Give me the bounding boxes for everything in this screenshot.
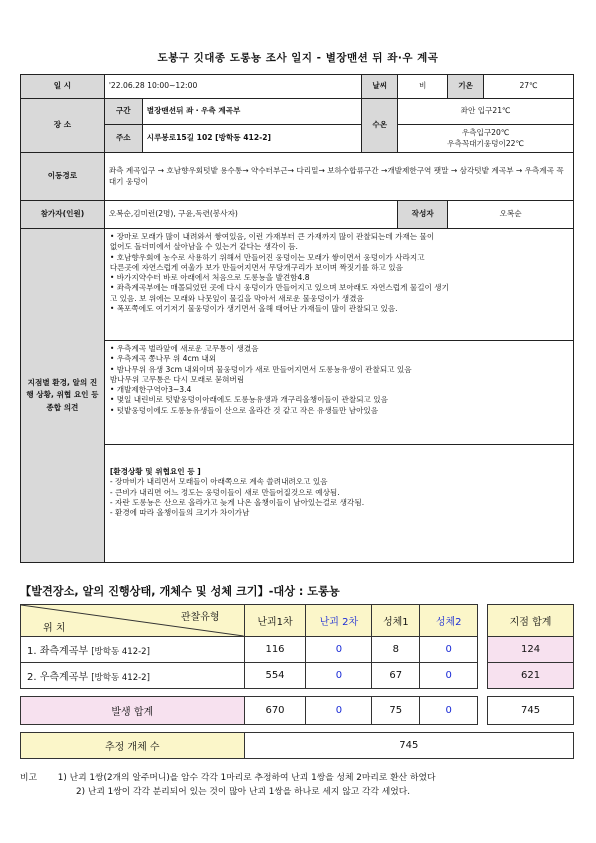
- route-label: 이동경로: [21, 153, 105, 201]
- block1-line: • 바가지약수터 바로 아래에서 처음으로 도롱뇽을 발견함4.8: [109, 273, 310, 282]
- block1-line: • 좌측계곡부에는 매몰되었던 곳에 다시 웅덩이가 만들어지고 있으며 보아래도 자연스럽게 물길이 생기: [109, 283, 449, 293]
- row-adult2: 0: [420, 663, 478, 689]
- date-label: 일 시: [21, 75, 105, 99]
- water-temp-right: [398, 125, 574, 153]
- environment-threat-block: [104, 445, 573, 563]
- remarks: [20, 772, 576, 799]
- block3-line: - 큰비가 내리면 어느 정도는 웅덩이들이 새로 만들어질것으로 예상됨.: [109, 487, 340, 497]
- col-adult1: 성체1: [372, 605, 420, 637]
- row-total: 124: [488, 637, 574, 663]
- block2-line: • 우측계곡 쫑나무 위 4cm 내외: [109, 354, 217, 364]
- address-label: 주소: [104, 125, 142, 153]
- temperature-label: 기온: [448, 75, 484, 99]
- block1-line: 없어도 돌더미에서 살아남을 수 있는거 같다는 생각이 듬.: [109, 242, 298, 252]
- water-temp-right-entrance: 우측입구20℃: [461, 128, 510, 138]
- sum-total: 745: [488, 697, 574, 725]
- route-value: 좌측 계곡입구 → 호남향우회텃밭 용수통→ 약수터부근→ 다리밑→ 보하수합류구간 →개발제한구역 팻말 → 삼각텃밭 계곡부 → 우측계곡 꼭대기 웅덩이: [104, 153, 573, 201]
- sum-label: 발생 합계: [21, 697, 245, 725]
- block2-line: • 밤나무위 유생 3cm 내외이며 물웅덩이가 새로 만들어지면서 도롱뇽유생이 관찰되고 있음: [109, 364, 412, 374]
- table-row: [21, 637, 245, 663]
- block2-line: • 텃밭웅덩이에도 도롱뇽유생들이 산으로 올라간 것 같고 작은 유생들만 남아있음: [109, 405, 379, 415]
- header-location: 위 치: [43, 623, 66, 634]
- place-label: 장 소: [21, 99, 105, 153]
- date-value: '22.06.28 10:00~12:00: [104, 75, 361, 99]
- row-adult2: 0: [420, 637, 478, 663]
- writer-label: 작성자: [398, 201, 448, 229]
- block3-line: - 자란 도롱뇽은 산으로 올라가고 늦게 나온 올챙이들이 남아있는걸로 생각됨.: [109, 497, 365, 507]
- col-adult2: 성체2: [420, 605, 478, 637]
- water-temp-label: 수온: [362, 99, 398, 153]
- remark-label: 비고: [20, 773, 37, 783]
- water-temp-left: 좌안 입구21℃: [398, 99, 574, 125]
- block3-line: - 장마비가 내리면서 모래들이 아래쪽으로 계속 쓸려내려오고 있음: [109, 477, 328, 487]
- block2-line: • 우측계곡 벌라앞에 새로운 고무통이 생겼음: [109, 344, 259, 353]
- count-section-title: 【발견장소, 알의 진행상태, 개체수 및 성체 크기】-대상 : 도롱뇽: [20, 585, 340, 598]
- col-egg2: 난괴 2차: [306, 605, 372, 637]
- survey-log-table: [20, 74, 574, 563]
- row-egg1: 554: [244, 663, 306, 689]
- col-egg1: 난괴1차: [244, 605, 306, 637]
- row-egg2: 0: [306, 663, 372, 689]
- weather-label: 날씨: [362, 75, 398, 99]
- block3-line: - 환경에 따라 올챙이들의 크기가 차이가남: [109, 508, 250, 517]
- row-no: 1.: [27, 646, 37, 657]
- remark-line-1: [20, 772, 576, 786]
- row-adult1: 8: [372, 637, 420, 663]
- remark-text-2: 2) 난괴 1쌍이 각각 분리되어 있는 것이 많아 난괴 1쌍을 하나로 세지 않고 각각 세었다.: [76, 786, 411, 797]
- sum-egg1: 670: [244, 697, 306, 725]
- col-point-total: 지점 합계: [488, 605, 574, 637]
- address-value: 시루봉로15길 102 [방학동 412-2]: [142, 125, 362, 153]
- count-table: [20, 604, 574, 759]
- block2-line: • 몇일 내린비로 텃밭웅덩이아래에도 도롱뇽유생과 개구리올챙이들이 관찰되고 있음: [109, 395, 388, 405]
- header-diagonal-cell: [21, 605, 245, 637]
- participants-label: 참가자(인원): [21, 201, 105, 229]
- block1-line: 고 있음. 보 위에는 모래와 나뭇잎이 물길을 막아서 새로운 물웅덩이가 생겼음: [109, 293, 364, 303]
- page-title: 도봉구 깃대종 도롱뇽 조사 일지 - 별장맨션 뒤 좌·우 계곡: [157, 52, 439, 64]
- sum-adult2: 0: [420, 697, 478, 725]
- header-type: 관찰유형: [180, 612, 220, 623]
- water-temp-right-top: 우측꼭대기웅덩이22℃: [447, 138, 525, 148]
- row-egg2: 0: [306, 637, 372, 663]
- weather-value: 비: [398, 75, 448, 99]
- block1-line: • 폭포쪽에도 여기저기 물웅덩이가 생기면서 올해 태어난 가재들이 많이 관찰되고 있음.: [109, 303, 398, 313]
- sum-egg2: 0: [306, 697, 372, 725]
- row-addr: [방학동 412-2]: [91, 673, 150, 683]
- sum-adult1: 75: [372, 697, 420, 725]
- temperature-value: 27℃: [484, 75, 574, 99]
- notes-label: 지점별 환경, 알의 진행 상황, 위협 요인 등 종합 의견: [21, 229, 105, 563]
- observation-block-left: [104, 229, 573, 341]
- row-addr: [방학동 412-2]: [91, 647, 150, 657]
- block3-title: [환경상황 및 위협요인 등 ]: [109, 467, 201, 476]
- row-egg1: 116: [244, 637, 306, 663]
- observation-block-right: [104, 341, 573, 445]
- row-name: 우측계곡부: [39, 672, 89, 683]
- row-total: 621: [488, 663, 574, 689]
- remark-text-1: 1) 난괴 1쌍(2개의 알주머니)을 암수 각각 1마리로 추정하여 난괴 1쌍을 성체 2마리로 환산 하였다: [57, 773, 436, 783]
- table-row: [21, 663, 245, 689]
- row-name: 좌측계곡부: [39, 646, 89, 657]
- estimate-label: 추정 개체 수: [21, 733, 245, 759]
- block2-line: 밤나무위 고무통은 다시 모래로 묻혀버림: [109, 374, 245, 384]
- row-no: 2.: [27, 672, 37, 683]
- section-value: 별장맨션뒤 좌・우측 계곡부: [142, 99, 362, 125]
- writer-value: 오복순: [448, 201, 574, 229]
- participants-value: 오복순,김미런(2명), 구윤,독련(봉사자): [104, 201, 397, 229]
- block1-line: • 장마로 모래가 많이 내려와서 쌓여있음, 이런 가재부터 큰 가재까지 많이 관찰되는데 가재는 물이: [109, 232, 435, 241]
- block1-line: 다른곳에 자연스럽게 여울가 보가 만들어지면서 무당개구리가 보이며 짝짓기를 하고 있음: [109, 262, 403, 272]
- estimate-value: 745: [244, 733, 573, 759]
- block2-line: • 개발제한구역아3~3.4: [109, 385, 192, 394]
- row-adult1: 67: [372, 663, 420, 689]
- block1-line: • 호남향우회에 농수로 사용하기 위해서 만들어진 웅덩이는 모래가 쌓이면서 웅덩이가 사라지고: [109, 252, 425, 262]
- section-label: 구간: [104, 99, 142, 125]
